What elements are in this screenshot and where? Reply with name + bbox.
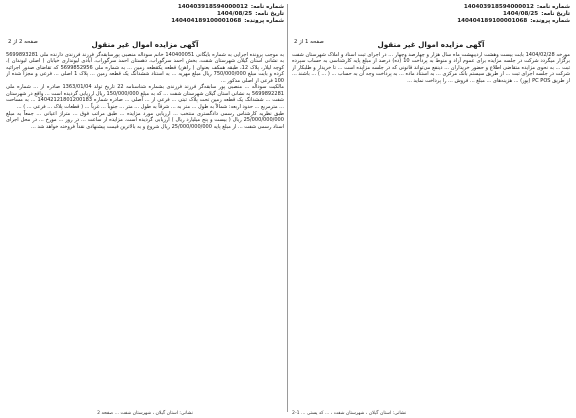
case-number: 140404189100001068 <box>171 18 242 25</box>
notice-body <box>292 52 570 85</box>
notice-title: آگهی مزایده اموال غیر منقول <box>377 39 485 49</box>
letter-date: 1404/08/25 <box>502 11 539 18</box>
meta-label: شماره نامه: <box>250 4 284 10</box>
meta-label: تاریخ نامه: <box>255 11 284 18</box>
page-footer: نشانی: استان گیلان ، شهرستان شفت ، ... کد پستی ... 1-2 <box>292 411 407 416</box>
paragraph: مالکیت سوداله ... منصبی پور سابقه‌گر فرزند فرزندی بشماره شناسنامه 22 تاریخ تولد 1363/01/04 صادره از ... شماره ملی 5699892281 به نشانی استان گیلان شهرستان شفت ... که به مبلغ 150/000/000 ریال ارزیابی گردیده است ... واقع در شهرستان شفت ... ششدانگ یک قطعه زمین تحت پلاک ثبتی ... فرعی از ... اصلی ... صادره شماره 14042121801200183 ... به مساحت ... مترمربع ... حدود اربعه: شمالاً به طول ... متر به ... شرقاً به طول ... متر ... جنوباً ... غرباً ... ( قطعات پلاک ... فرعی ... ) ... <box>6 84 284 110</box>
letter-number: 140403918594000012 <box>177 4 248 10</box>
letter-meta <box>6 4 284 26</box>
meta-label: شماره پرونده: <box>530 18 570 25</box>
right-column <box>292 0 570 418</box>
meta-label: شماره نامه: <box>536 4 570 10</box>
paragraph: طبق نظریه کارشناس رسمی دادگستری منتخب ... ارزیابی مورد مزایده ... طبق مراتب فوق ... متراژ اعیانی ... جمعاً به مبلغ 25/000/000/000 ریال ( بیست و پنج میلیارد ریال ) ارزیابی گردیده است. مزایده از ساعت ... در روز ... مورخ ... در محل اجرای اسناد رسمی شفت ... از مبلغ پایه 25/000/000/000 ریال شروع و به بالاترین قیمت پیشنهادی نقداً فروخته خواهد شد ... <box>6 110 284 130</box>
notice-body <box>6 52 284 131</box>
meta-label: شماره پرونده: <box>244 18 284 25</box>
case-number: 140404189100001068 <box>457 18 528 25</box>
letter-number: 140403918594000012 <box>463 4 534 10</box>
column-divider <box>287 4 288 412</box>
left-column <box>6 0 284 418</box>
meta-label: تاریخ نامه: <box>541 11 570 18</box>
notice-title: آگهی مزایده اموال غیر منقول <box>91 39 199 49</box>
paragraph: به موجب پرونده اجرایی به شماره بایگانی 140400051 خانم سوداله منصبی پورسابقه‌گر فرزند فرزندی دارنده ملی 5699893281 به نشانی استان گیلان شهرستان شفت، بخش احمد سرگوراب، دهستان احمد سرگوراب، آبادی لیونداری خیابان ( اصلی لیوندان )، کوچه لیلار، پلاک 12، طبقه همکف بعنوان ( راهن) قطعه یکقطعه زمین ... به شماره ملی 5699852956 که تقاضای صدور اجرائیه کرده و بابت مبلغ 750/000/000 ریال مبلغ مهریه ... به استناد ششدانگ یک قطعه زمین ... پلاک 1 اصلی ... فرعی و مجزا شده از 100 فرعی از اصلی مذکور ... <box>6 51 284 84</box>
paragraph: مورخه 1404/02/28 بابت بیست وهشت اردیبهشت ماه سال هزار و چهارصد وچهار ... در اجرای ثبت اسناد و املاک شهرستان شفت برگزار میگردد شرکت در جلسه مزایده برای عموم آزاد و منوط به پرداخت 10 (ده) درصد از مبلغ پایه کارشناسی به حساب سپرده ثبت ... به نحوی مزایده متقاضی اطلاع و حضور خریداران ... ذینفع می‌تواند قانونی که در جلسه مزایده است ... تا خریدار و طلبکار از شرکت در جلسه اجرای ثبت ... از طریق سیستم بانک مرکزی ... به استناد ماده ... به پرداخت وجه آن به حساب ... ( ... ) ... باشند ... از طریق PC POS (پوز) ... هزینه‌های ... مبلغ ... فروش ... را پرداخت نماید ... <box>292 51 570 84</box>
page-footer: نشانی: استان گیلان ، شهرستان شفت ... صفحه 2 <box>97 411 193 416</box>
letter-meta <box>292 4 570 26</box>
letter-date: 1404/08/25 <box>216 11 253 18</box>
page-number: صفحه 1 از 2 <box>294 39 324 45</box>
page-number: صفحه 2 از 2 <box>8 39 38 45</box>
